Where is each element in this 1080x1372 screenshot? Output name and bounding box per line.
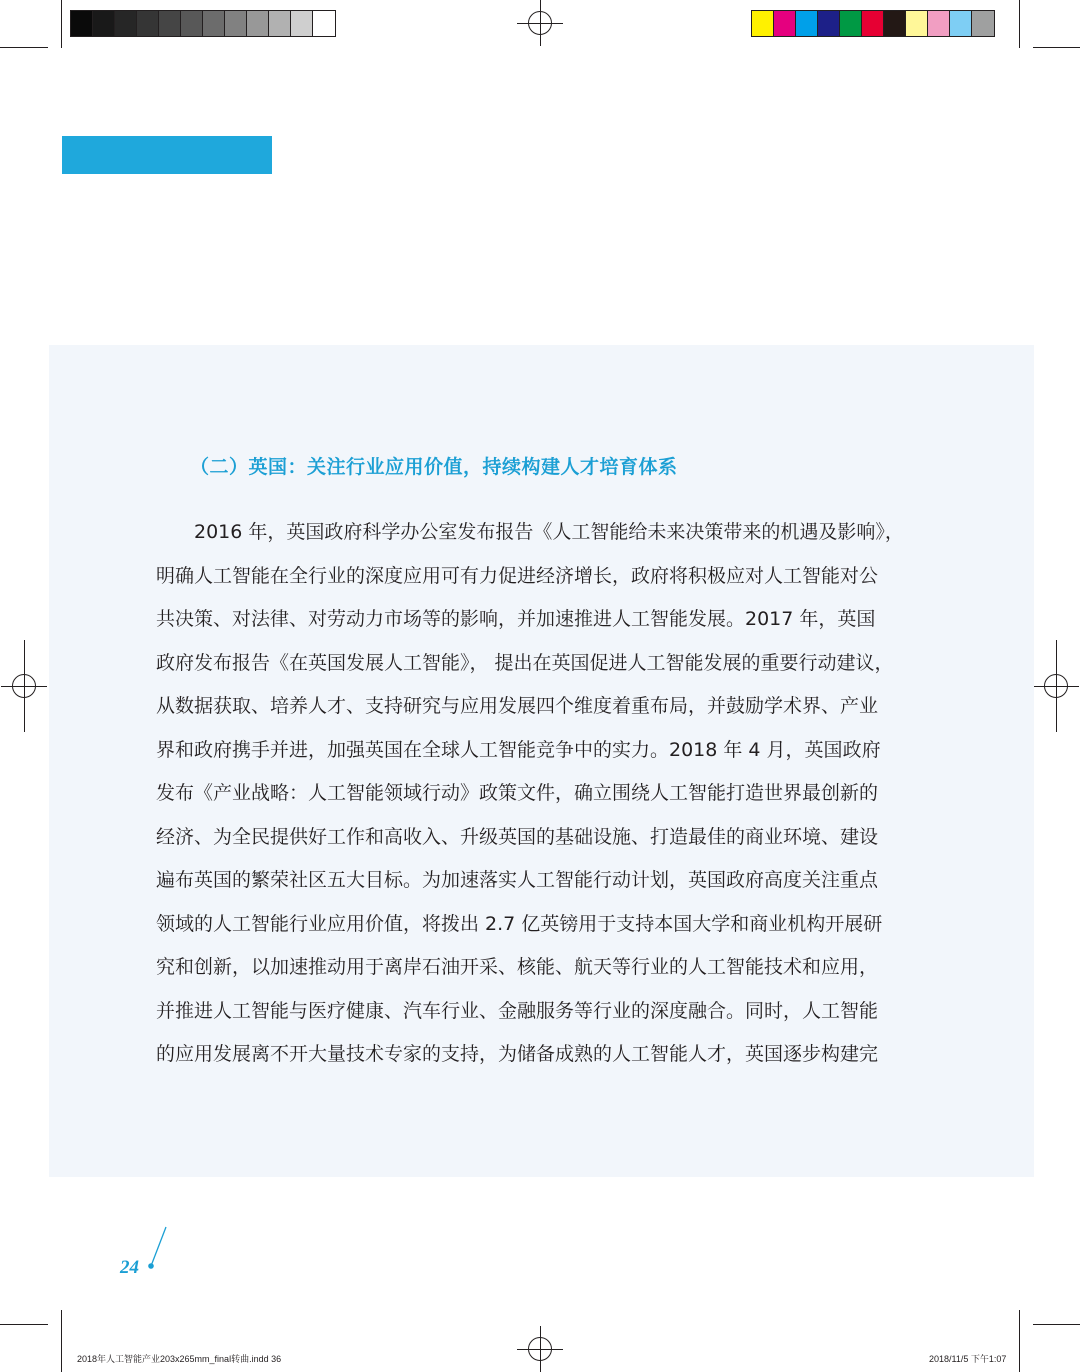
color-swatch (928, 11, 950, 36)
color-swatch (972, 11, 994, 36)
page-number: 24 (120, 1257, 139, 1278)
paragraph-line: 发布《产业战略：人工智能领域行动》政策文件，确立围绕人工智能打造世界最创新的 (156, 782, 879, 804)
color-swatch (313, 11, 335, 36)
color-swatch (906, 11, 928, 36)
color-swatch (950, 11, 972, 36)
crop-mark (61, 0, 62, 48)
color-swatch (71, 11, 93, 36)
color-swatch (115, 11, 137, 36)
color-swatch (818, 11, 840, 36)
paragraph-line: 领域的人工智能行业应用价值，将拨出 2.7 亿英镑用于支持本国大学和商业机构开展研 (156, 912, 883, 935)
grey-scale-bar (70, 10, 336, 37)
paragraph-line: 共决策、对法律、对劳动力市场等的影响，并加速推进人工智能发展。2017 年，英国 (156, 608, 876, 630)
paragraph-line: 并推进人工智能与医疗健康、汽车行业、金融服务等行业的深度融合。同时，人工智能 (156, 999, 879, 1022)
color-swatch (796, 11, 818, 36)
color-swatch (291, 11, 313, 36)
footer-timestamp: 2018/11/5 下午1:07 (929, 1354, 1007, 1364)
crop-mark (0, 47, 48, 48)
section-heading: （二）英国：关注行业应用价值，持续构建人才培育体系 (190, 456, 678, 478)
paragraph-line: 2016 年，英国政府科学办公室发布报告《人工智能给未来决策带来的机遇及影响》， (194, 521, 904, 543)
color-swatch (203, 11, 225, 36)
registration-line (1056, 640, 1057, 732)
paragraph-line: 政府发布报告《在英国发展人工智能》， 提出在英国促进人工智能发展的重要行动建议， (156, 651, 894, 674)
body-paragraph (156, 511, 926, 1077)
footer-file-info: 2018年人工智能产业203x265mm_final转曲.indd 36 (77, 1354, 282, 1364)
crop-mark (61, 1310, 62, 1372)
paragraph-line: 从数据获取、培养人才、支持研究与应用发展四个维度着重布局，并鼓励学术界、产业 (156, 695, 879, 717)
paragraph-line: 究和创新，以加速推动用于离岸石油开采、核能、航天等行业的人工智能技术和应用， (156, 956, 879, 978)
color-swatch (269, 11, 291, 36)
section-tab-block (62, 136, 272, 174)
crop-mark (1033, 47, 1080, 48)
registration-mark-top (517, 0, 563, 46)
color-swatch (862, 11, 884, 36)
crop-mark (1019, 1310, 1020, 1372)
color-swatch (93, 11, 115, 36)
crop-mark (1033, 1324, 1080, 1325)
crop-mark (0, 1324, 48, 1325)
paragraph-line: 经济、为全民提供好工作和高收入、升级英国的基础设施、打造最佳的商业环境、建设 (156, 825, 879, 848)
registration-line (24, 640, 25, 732)
paragraph-line: 明确人工智能在全行业的深度应用可有力促进经济增长，政府将积极应对人工智能对公 (156, 564, 879, 587)
color-swatch (774, 11, 796, 36)
color-swatch (840, 11, 862, 36)
paragraph-line: 界和政府携手并进，加强英国在全球人工智能竞争中的实力。2018 年 4 月，英国政府 (156, 738, 881, 761)
color-swatch (884, 11, 906, 36)
crop-mark (1019, 0, 1020, 48)
color-swatch (752, 11, 774, 36)
color-swatch (247, 11, 269, 36)
page-number-flourish (140, 1225, 170, 1275)
color-swatch (225, 11, 247, 36)
registration-mark-bottom (517, 1326, 563, 1372)
color-swatch (159, 11, 181, 36)
paragraph-line: 的应用发展离不开大量技术专家的支持，为储备成熟的人工智能人才，英国逐步构建完 (156, 1043, 879, 1065)
color-swatch (137, 11, 159, 36)
paragraph-line: 遍布英国的繁荣社区五大目标。为加速落实人工智能行动计划，英国政府高度关注重点 (156, 869, 879, 891)
color-swatch (181, 11, 203, 36)
color-calibration-bar (751, 10, 995, 37)
